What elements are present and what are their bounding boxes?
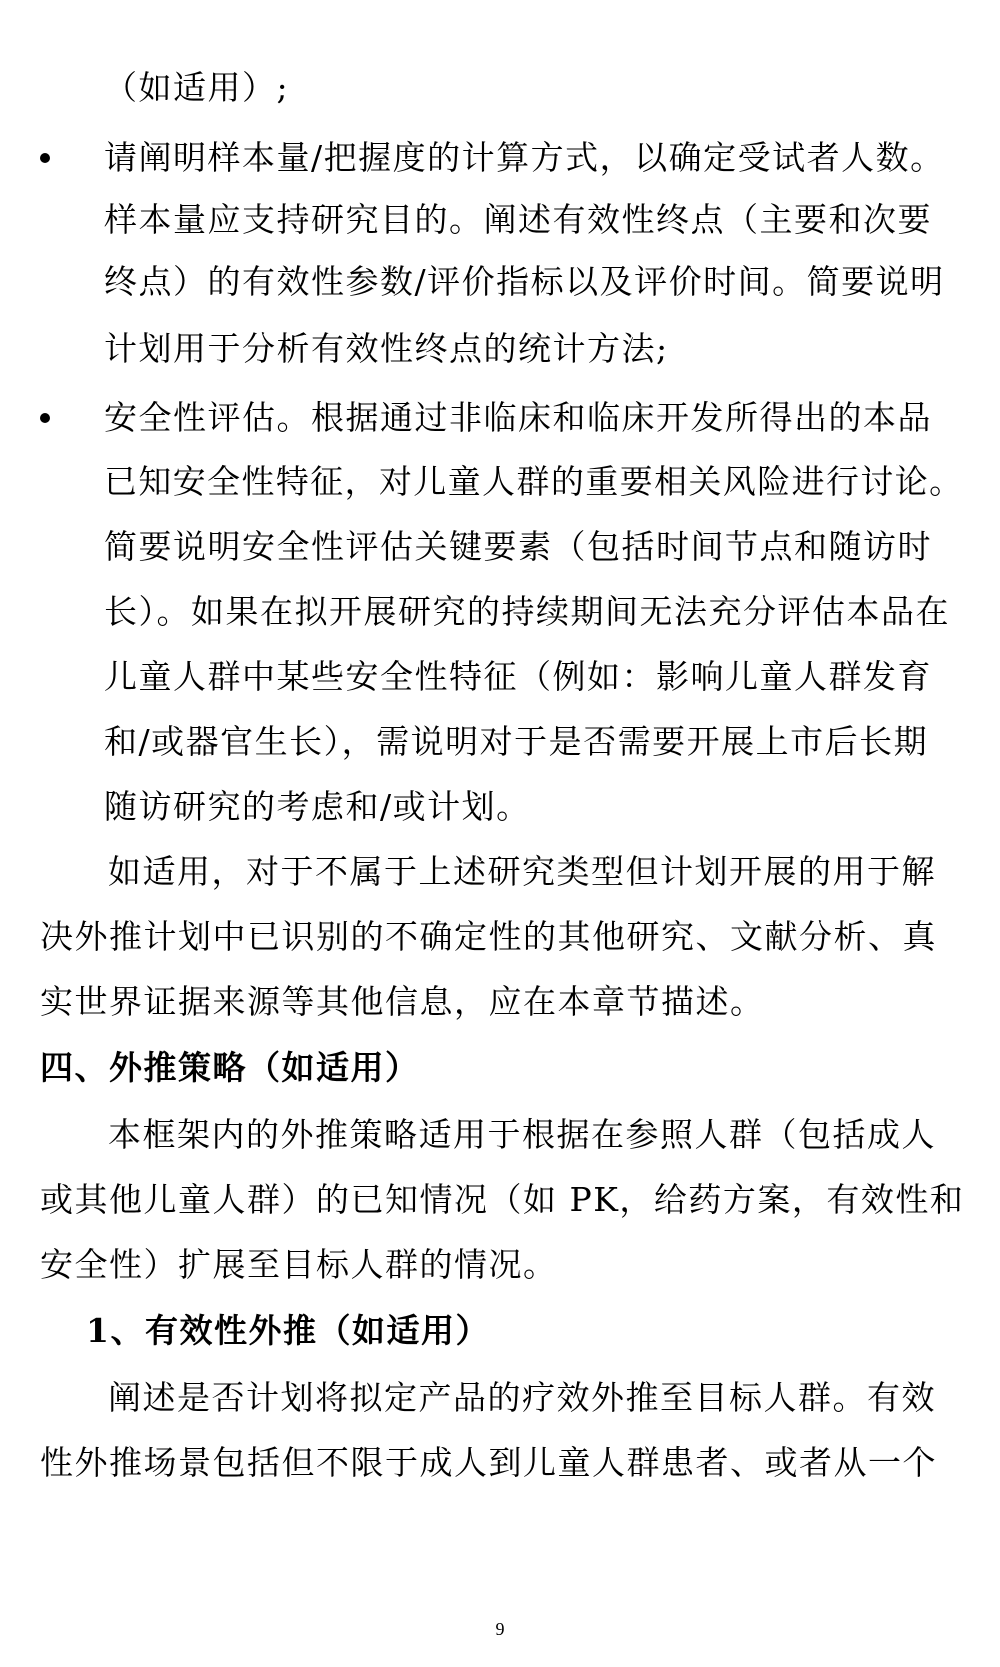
text-line: 实世界证据来源等其他信息，应在本章节描述。 <box>40 982 765 1021</box>
text-line: 终点）的有效性参数/评价指标以及评价时间。简要说明 <box>104 262 945 301</box>
text-line: 随访研究的考虑和/或计划。 <box>104 787 531 826</box>
text-line: 长）。如果在拟开展研究的持续期间无法充分评估本品在 <box>104 592 950 631</box>
bullet-icon <box>40 153 50 163</box>
section-heading: 四、外推策略（如适用） <box>40 1048 420 1087</box>
text-line: 计划用于分析有效性终点的统计方法; <box>104 329 669 368</box>
text-line: 和/或器官生长），需说明对于是否需要开展上市后长期 <box>104 722 929 761</box>
text-line: 本框架内的外推策略适用于根据在参照人群（包括成人 <box>108 1115 936 1154</box>
text-line: 如适用，对于不属于上述研究类型但计划开展的用于解 <box>108 852 936 891</box>
page-number: 9 <box>495 1619 505 1639</box>
text-line: 阐述是否计划将拟定产品的疗效外推至目标人群。有效 <box>108 1378 936 1417</box>
text-line: （如适用）; <box>104 68 290 107</box>
text-line: 已知安全性特征，对儿童人群的重要相关风险进行讨论。 <box>104 462 964 501</box>
text-line: 请阐明样本量/把握度的计算方式，以确定受试者人数。 <box>104 138 945 177</box>
text-line: 样本量应支持研究目的。阐述有效性终点（主要和次要 <box>104 200 932 239</box>
text-line: 安全性）扩展至目标人群的情况。 <box>40 1245 558 1284</box>
text-line: 安全性评估。根据通过非临床和临床开发所得出的本品 <box>104 398 932 437</box>
text-line: 决外推计划中已识别的不确定性的其他研究、文献分析、真 <box>40 917 937 956</box>
text-line: 儿童人群中某些安全性特征（例如：影响儿童人群发育 <box>104 657 932 696</box>
subsection-heading: 1、有效性外推（如适用） <box>86 1311 490 1350</box>
text-line: 简要说明安全性评估关键要素（包括时间节点和随访时 <box>104 527 932 566</box>
bullet-icon <box>40 413 50 423</box>
text-line: 或其他儿童人群）的已知情况（如 PK，给药方案，有效性和 <box>40 1180 965 1219</box>
text-line: 性外推场景包括但不限于成人到儿童人群患者、或者从一个 <box>40 1443 937 1482</box>
